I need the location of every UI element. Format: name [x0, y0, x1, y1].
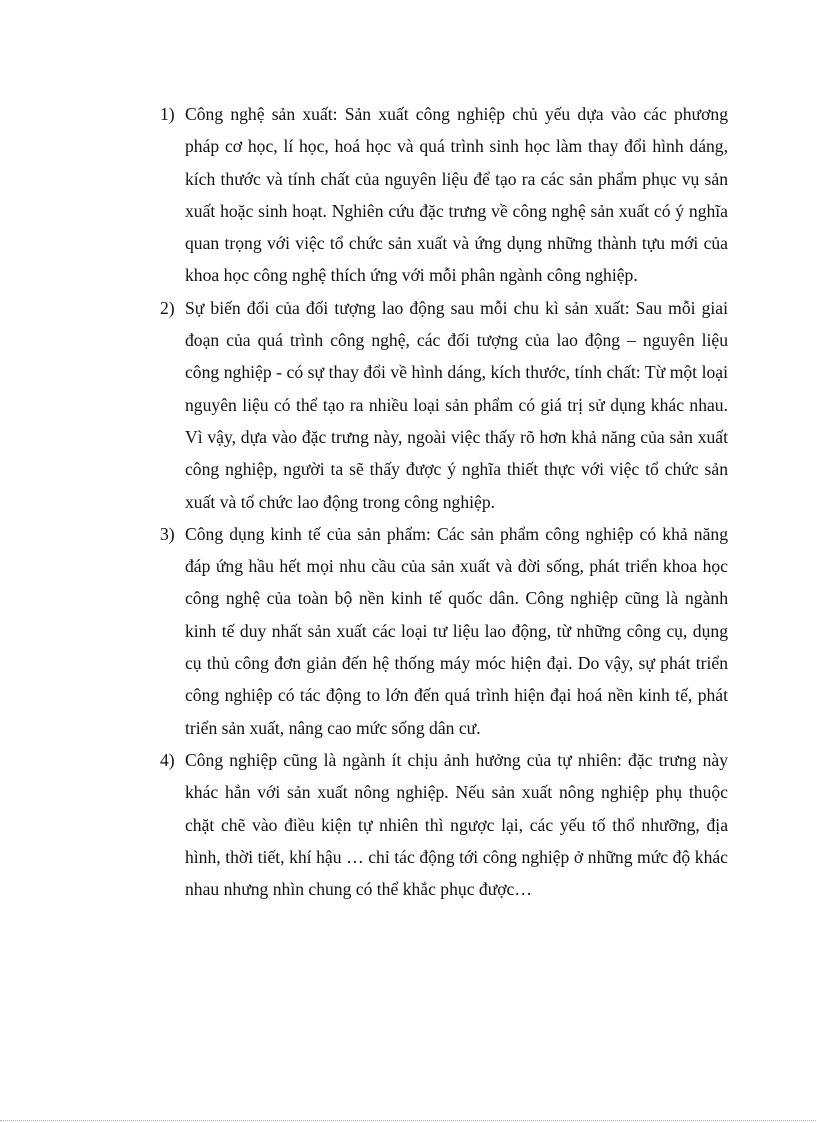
list-item-text: Công nghệ sản xuất: Sản xuất công nghiệp chủ yếu dựa vào các phương pháp cơ học, lí học, hoá học và quá trình sinh học làm thay đổi hình dáng, kích thước và tính chất của nguyên liệu để tạo ra các sản phẩm phục vụ sản xuất hoặc sinh hoạt. Nghiên cứu đặc trưng về công nghệ sản xuất có ý nghĩa quan trọng với việc tổ chức sản xuất và ứng dụng những thành tựu mới của khoa học công nghệ thích ứng với mỗi phân ngành công nghiệp.: [185, 104, 728, 286]
document-body: [160, 98, 728, 905]
list-item-text: Công dụng kinh tế của sản phẩm: Các sản phẩm công nghiệp có khả năng đáp ứng hầu hết mọi nhu cầu của sản xuất và đời sống, phát triển khoa học công nghệ của toàn bộ nền kinh tế quốc dân. Công nghiệp cũng là ngành kinh tế duy nhất sản xuất các loại tư liệu lao động, từ những công cụ, dụng cụ thủ công đơn giản đến hệ thống máy móc hiện đại. Do vậy, sự phát triển công nghiệp có tác động to lớn đến quá trình hiện đại hoá nền kinh tế, phát triển sản xuất, nâng cao mức sống dân cư.: [185, 523, 728, 738]
list-item-number: 2): [160, 297, 175, 318]
list-item: [160, 518, 728, 744]
list-item-number: 4): [160, 749, 175, 770]
list-item: [160, 98, 728, 292]
list-item-text: Công nghiệp cũng là ngành ít chịu ảnh hưởng của tự nhiên: đặc trưng này khác hẳn với sản xuất nông nghiệp. Nếu sản xuất nông nghiệp phụ thuộc chặt chẽ vào điều kiện tự nhiên thì ngược lại, các yếu tố thổ nhưỡng, địa hình, thời tiết, khí hậu … chỉ tác động tới công nghiệp ở những mức độ khác nhau nhưng nhìn chung có thể khắc phục được…: [185, 749, 728, 900]
list-item-number: 1): [160, 104, 175, 124]
list-item: [160, 744, 728, 905]
list-item-number: 3): [160, 523, 175, 544]
list-item: [160, 292, 728, 518]
numbered-list: [160, 98, 728, 905]
page-bottom-divider: [0, 1120, 816, 1121]
list-item-text: Sự biến đổi của đối tượng lao động sau mỗi chu kì sản xuất: Sau mỗi giai đoạn của quá trình công nghệ, các đối tượng của lao động – nguyên liệu công nghiệp - có sự thay đổi về hình dáng, kích thước, tính chất: Từ một loại nguyên liệu có thể tạo ra nhiều loại sản phẩm có giá trị sử dụng khác nhau. Vì vậy, dựa vào đặc trưng này, ngoài việc thấy rõ hơn khả năng của sản xuất công nghiệp, người ta sẽ thấy được ý nghĩa thiết thực với việc tổ chức sản xuất và tổ chức lao động trong công nghiệp.: [185, 297, 728, 512]
